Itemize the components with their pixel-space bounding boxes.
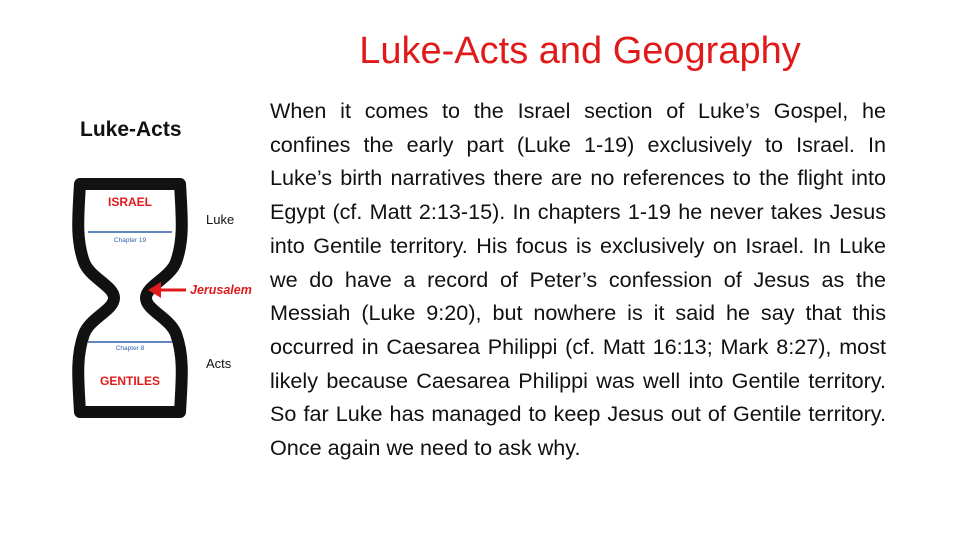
- slide-title: Luke-Acts and Geography: [359, 30, 801, 72]
- chapter-8-label: Chapter 8: [115, 345, 145, 352]
- hourglass-diagram: [60, 178, 260, 418]
- gentiles-label: GENTILES: [99, 374, 161, 388]
- luke-label: Luke: [206, 212, 235, 227]
- jerusalem-label: Jerusalem: [190, 283, 252, 297]
- chapter-19-label: Chapter 19: [113, 237, 147, 244]
- body-paragraph: When it comes to the Israel section of Luke’s Gospel, he confines the early part (Luke 1-19) exclusively to Israel. In Luke’s birth narratives there are no references to the flight into Egypt (cf. Matt 2:13-15). In chapters 1-19 he never takes Jesus into Gentile territory. His focus is exclusively on Israel. In Luke we do have a record of Peter’s confession of Jesus as the Messiah (Luke 9:20), but nowhere is it said he say that this occurred in Caesarea Philippi (cf. Matt 16:13; Mark 8:27), most likely because Caesarea Philippi was well into Gentile territory. So far Luke has managed to keep Jesus out of Gentile territory. Once again we need to ask why.: [270, 98, 886, 461]
- acts-label: Acts: [206, 356, 232, 371]
- israel-label: ISRAEL: [107, 195, 153, 209]
- side-heading: Luke-Acts: [80, 118, 182, 141]
